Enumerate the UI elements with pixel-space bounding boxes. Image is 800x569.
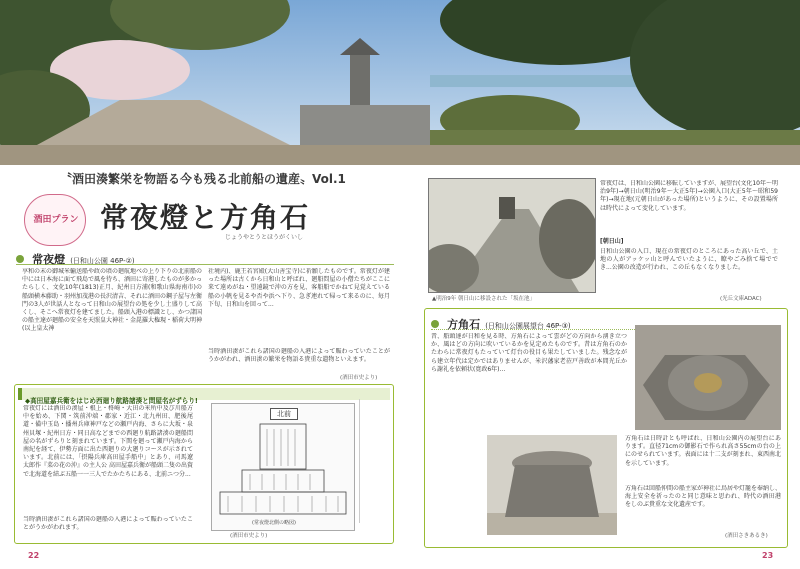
section2-subtitle: (日和山公園展望台 46P-③) <box>485 322 571 330</box>
right-top-text: 常夜灯は、日和山公園に移転していますが、展望台(文化10年〜明治9年)→朝日山(明治9年〜大正5年)→公園入口(大正5年〜昭和59年)→現在地(元朝日山があった場所)というように、その設置場所は時代によって変化しています。 <box>600 180 778 212</box>
section1-col1: 享和の末の御城米輸送船や政の頃の廻航地べの上り下りの北前船の中には日本海に面て飛島で風を待ち、酒田に寄港したものが多かったらしく、文化10年(1813)正月、紀州日方浦(和歌山県海南市)の船頭横本藤助・羽州加茂港の長沢清吉、それに酒田の鋼子屋与左衛門の3人が世話人となって日和山の展望台の処を少し土盛りして高くし、そこへ常夜灯を建てました。船頭入港の標識とし、かつ諸国の船主達が廻船の安全を天照皇大神社・金毘羅大権現・稲荷大明神(以上皇太神 <box>22 268 202 333</box>
section2-source: (酒田さきあるき) <box>725 533 768 539</box>
bullet-icon <box>431 320 439 328</box>
section1-source: (酒田市史より) <box>340 375 378 381</box>
lantern-inscription-diagram <box>211 403 355 531</box>
historic-photo-caption: ▲明治9年 朝日山に移設された「坂在池」 <box>432 296 535 302</box>
section2-text3: 方角石は回船仲間の船主家が神社に鳥居や灯籠を奉納し、海上安全を祈ったのと同じ意味と思われ、時代の酒田港をしのぶ貴重な文化遺産です。 <box>625 485 781 509</box>
inset-box <box>14 384 394 544</box>
section1-subtitle: (日和山公園 46P-②) <box>70 257 135 265</box>
hero-photo <box>0 0 800 165</box>
inset-source: (酒田市史より) <box>230 533 268 539</box>
page-number-right: 23 <box>762 551 774 560</box>
vertical-caption <box>359 399 386 523</box>
page-title: 常夜燈と方角石 <box>100 201 311 234</box>
stone-top-image <box>635 325 781 430</box>
section1-col2b: 当時酒田湊がこれら諸国の廻船の入港によって賑わっていたことがうかがわれ、酒田湊の繁栄を物語る貴重な遺物といえます。 <box>208 348 390 364</box>
logo-text: 酒田プラン <box>33 215 79 225</box>
series-subtitle: 〝酒田湊繁栄を物語る今も残る北前船の遺産〟Vol.1 <box>60 172 346 186</box>
historic-photo-image <box>429 179 595 292</box>
section2-text2: 方角石は日時計とも呼ばれ、日和山公園内の展望台にあります。直径71cmの御影石で作られ高さ55cmの台の上にのせられています。表面には十二支が刻まれ、東西南北を示しています。 <box>625 435 781 467</box>
section1-title: 常夜燈 <box>32 253 66 266</box>
section2-title: 方角石 <box>447 318 481 331</box>
title-reading: じょうやとうとほうがくいし <box>225 234 304 241</box>
inset-title: ◆高田屋嘉兵衛をはじめ西廻り航路諸湊と問屋名がずらり! <box>25 397 198 405</box>
stone-photo-top <box>635 325 781 430</box>
right-top-subhead: [朝日山] <box>600 238 624 245</box>
diagram-title: 北前 <box>270 408 298 420</box>
bullet-icon <box>16 255 24 263</box>
section2-text: 昔、船頭達が日和を見る時、方角石によって雲がどの方向から湧き立つか、風はどの方向に吹いているかを見定めたものです。昔は方角石のかたわらに常夜灯もたっていて灯台の役目も果たしていました。残念ながら建立年代は定かではありませんが、米沢藩家老莅戸善政が本間光丘から謝礼を依頼状(寛政6年)... <box>431 333 627 373</box>
section1-header <box>16 248 394 265</box>
diagram-drawing <box>212 404 354 530</box>
page-number-left: 22 <box>28 551 40 560</box>
section2-box <box>424 308 788 548</box>
stone-bottom-image <box>487 435 617 535</box>
diagram-caption: (常夜燈北側の略図) <box>252 520 296 526</box>
section1-col2: 社境内)、鹿王若宮殿(大山善宝寺)に祈願したものです。常夜灯が建った場所は古くから日和山と呼ばれ、廻船問屋の小僧たちがここに来て遠めがね・望遠鏡で沖の方を見、客船船でかねて見覚えている船の小帆を見るや否や浜へ下り、急ぎ連れて帰って来るのに、毎月下旬、日和山を回って... <box>208 268 390 308</box>
right-top-source: (光丘文庫ADAC) <box>720 296 762 302</box>
historic-photo <box>428 178 596 293</box>
stone-photo-bottom <box>487 435 617 535</box>
park-scene-image <box>0 0 800 165</box>
right-top-text2: 日和山公園の入口、現在の常夜灯のところにあった高い丘で、土地の人がアッケッ山と呼んでいたように、瞭やごみ捨て場ででき...公園の改造が行われ、この丘もなくなりました。 <box>600 248 778 272</box>
inset-body: 常夜灯には酒田の湊屋・根上・柊崎・大田の米所中及び川船方中を始め、下関・筑前沖端・郡家・近江・北九州田、肥後尾道・備中玉島・播州兵庫神戸などの瀬戸内海、さらに大坂・泉州貝塚・紀州日方・同日高などまでの西廻り航路諸湊の廻船問屋の名がずらりと刻まれています。下関を廻って瀬戸内海から南紀を経て、伊勢方面に出た西廻りの大廻りコースが示されています。北前には、「摂陽兵庫高田屋手船中」とあり、司馬遼太郎作『菜の花の沖』の主人公 高田屋嘉兵衛が船頭二隻の出資で北海道を結ぶ五船一一三人でたかたちにある、北前ニつ分... <box>23 405 193 478</box>
inset-header <box>18 388 390 405</box>
section2-text4 <box>431 439 481 509</box>
sakata-plan-logo <box>24 194 86 246</box>
inset-body2: 当時酒田湊がこれら諸国の廻船の入港によって賑わっていたことがうかがわれます。 <box>23 516 193 532</box>
